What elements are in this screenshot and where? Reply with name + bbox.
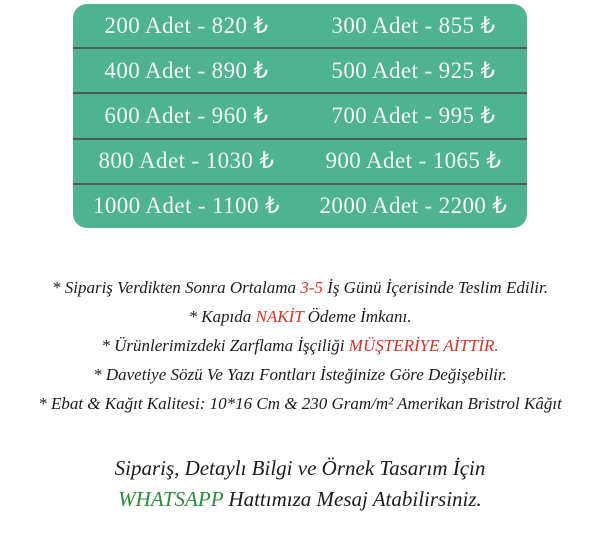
- cta-section: [0, 453, 600, 515]
- cta-text: Sipariş, Detaylı Bilgi ve Örnek Tasarım İçin: [114, 456, 486, 480]
- note-envelope-labor: [0, 331, 600, 360]
- price-cell: 700 Adet - 995 ₺: [331, 103, 496, 128]
- price-cell: 300 Adet - 855 ₺: [331, 12, 496, 38]
- price-row: [73, 183, 527, 228]
- price-cell: 800 Adet - 1030 ₺: [98, 148, 275, 174]
- price-row: [73, 4, 527, 47]
- note-text: * Ebat & Kağıt Kalitesi: 10*16 Cm & 230 Gram/m² Amerikan Bristrol Kâğıt: [38, 394, 562, 413]
- note-paper-quality: [0, 389, 600, 418]
- note-highlight: MÜŞTERİYE AİTTİR.: [348, 336, 499, 355]
- price-row: [73, 47, 527, 92]
- price-cell: 200 Adet - 820 ₺: [104, 12, 269, 38]
- cta-line-1: [0, 453, 600, 484]
- price-cell: 1000 Adet - 1100 ₺: [92, 193, 281, 219]
- note-text: * Sipariş Verdikten Sonra Ortalama: [52, 278, 301, 297]
- note-delivery-time: [0, 273, 600, 302]
- price-cell: 900 Adet - 1065 ₺: [325, 148, 502, 174]
- price-cell: 500 Adet - 925 ₺: [331, 57, 496, 83]
- price-row: [73, 92, 527, 137]
- whatsapp-label: WHATSAPP: [118, 487, 224, 511]
- note-text: Ödeme İmkanı.: [303, 307, 412, 326]
- note-cash-payment: [0, 302, 600, 331]
- cta-line-2: [0, 484, 600, 515]
- price-cell: 400 Adet - 890 ₺: [104, 57, 269, 83]
- price-cell: 600 Adet - 960 ₺: [104, 103, 269, 128]
- note-text: * Davetiye Sözü Ve Yazı Fontları İsteğinize Göre Değişebilir.: [93, 365, 507, 384]
- price-table: [73, 4, 527, 228]
- note-text: * Ürünlerimizdeki Zarflama İşçiliği: [101, 336, 349, 355]
- note-text: * Kapıda: [188, 307, 256, 326]
- note-highlight: 3-5: [300, 278, 323, 297]
- notes-section: [0, 273, 600, 418]
- price-row: [73, 138, 527, 183]
- note-highlight: NAKİT: [255, 307, 304, 326]
- price-cell: 2000 Adet - 2200 ₺: [319, 193, 508, 219]
- note-customization: [0, 360, 600, 389]
- cta-text: Hattımıza Mesaj Atabilirsiniz.: [223, 487, 482, 511]
- note-text: İş Günü İçerisinde Teslim Edilir.: [322, 278, 548, 297]
